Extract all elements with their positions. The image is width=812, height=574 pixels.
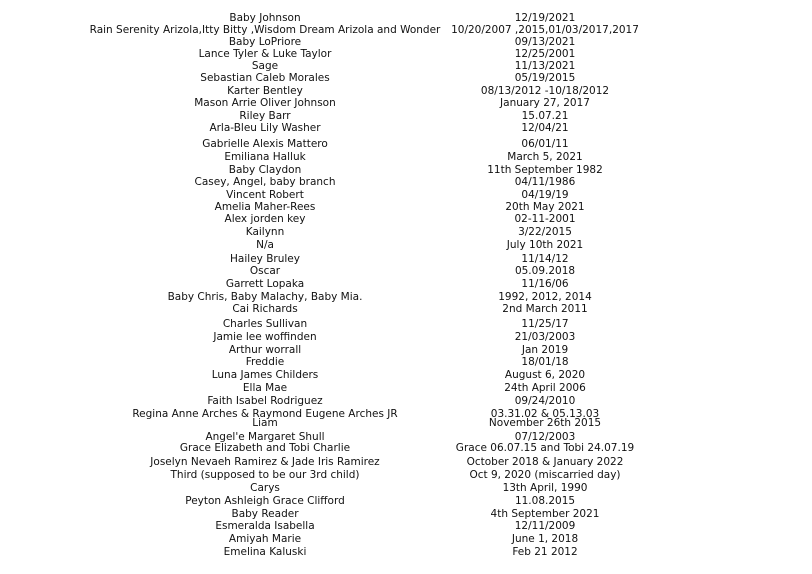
row-date: 4th September 2021 bbox=[490, 508, 600, 520]
row-name: Amelia Maher-Rees bbox=[214, 201, 316, 213]
row-name: Lance Tyler & Luke Taylor bbox=[198, 48, 332, 60]
row-name: N/a bbox=[256, 239, 274, 251]
list-row bbox=[0, 121, 812, 135]
row-date: 12/04/21 bbox=[521, 122, 569, 134]
list-row bbox=[0, 238, 812, 252]
row-name: Joselyn Nevaeh Ramirez & Jade Iris Ramirez bbox=[150, 456, 380, 468]
list-row bbox=[0, 330, 812, 344]
row-date: Oct 9, 2020 (miscarried day) bbox=[469, 469, 621, 481]
row-name: Cai Richards bbox=[232, 303, 298, 315]
list-row bbox=[0, 212, 812, 226]
row-date: 05.09.2018 bbox=[514, 265, 576, 277]
row-name: Amiyah Marie bbox=[228, 533, 302, 545]
row-date: 3/22/2015 bbox=[518, 226, 572, 238]
row-name: Regina Anne Arches & Raymond Eugene Arches JR bbox=[132, 408, 398, 420]
list-row bbox=[0, 264, 812, 278]
row-date: 2nd March 2011 bbox=[502, 303, 588, 315]
row-date: 12/25/2001 bbox=[514, 48, 576, 60]
list-row bbox=[0, 394, 812, 408]
row-date: Grace 06.07.15 and Tobi 24.07.19 bbox=[455, 442, 635, 454]
row-name: Emelina Kaluski bbox=[223, 546, 307, 558]
row-date: 08/13/2012 -10/18/2012 bbox=[480, 85, 610, 97]
list-row bbox=[0, 441, 812, 455]
row-name: Casey, Angel, baby branch bbox=[194, 176, 336, 188]
row-name: Faith Isabel Rodriguez bbox=[207, 395, 323, 407]
row-date: January 27, 2017 bbox=[500, 97, 590, 109]
row-date: 15.07.21 bbox=[521, 110, 569, 122]
list-row bbox=[0, 355, 812, 369]
row-name: Arla-Bleu Lily Washer bbox=[209, 122, 321, 134]
row-name: Baby Reader bbox=[231, 508, 299, 520]
row-name: Baby Claydon bbox=[228, 164, 302, 176]
row-name: Kailynn bbox=[245, 226, 285, 238]
row-date: 12/11/2009 bbox=[514, 520, 576, 532]
list-row bbox=[0, 225, 812, 239]
row-date: 20th May 2021 bbox=[505, 201, 585, 213]
row-date: Jan 2019 bbox=[521, 344, 569, 356]
list-row bbox=[0, 96, 812, 110]
row-name: Baby Johnson bbox=[229, 12, 301, 24]
row-name: Sage bbox=[251, 60, 279, 72]
row-name: Liam bbox=[252, 417, 278, 429]
row-date: 10/20/2007 ,2015,01/03/2017,2017 bbox=[451, 24, 639, 36]
row-date: 09/24/2010 bbox=[514, 395, 576, 407]
row-name: Hailey Bruley bbox=[230, 253, 300, 265]
row-date: August 6, 2020 bbox=[504, 369, 586, 381]
row-name: Rain Serenity Arizola,Itty Bitty ,Wisdom Dream Arizola and Wonder bbox=[89, 24, 441, 36]
row-date: 11/16/06 bbox=[521, 278, 569, 290]
row-date: 11/14/12 bbox=[521, 253, 569, 265]
row-name: Jamie lee woffinden bbox=[213, 331, 317, 343]
row-date: 02-11-2001 bbox=[514, 213, 576, 225]
list-row bbox=[0, 468, 812, 482]
row-date: March 5, 2021 bbox=[507, 151, 583, 163]
row-name: Esmeralda Isabella bbox=[215, 520, 315, 532]
list-row bbox=[0, 545, 812, 559]
row-name: Gabrielle Alexis Mattero bbox=[202, 138, 328, 150]
row-name: Garrett Lopaka bbox=[225, 278, 305, 290]
row-date: November 26th 2015 bbox=[488, 417, 602, 429]
row-name: Ella Mae bbox=[242, 382, 288, 394]
row-date: 03.31.02 & 05.13.03 bbox=[490, 408, 600, 420]
row-name: Mason Arrie Oliver Johnson bbox=[194, 97, 336, 109]
row-name: Charles Sullivan bbox=[222, 318, 308, 330]
list-row bbox=[0, 137, 812, 151]
row-date: 09/13/2021 bbox=[514, 36, 576, 48]
row-date: 04/11/1986 bbox=[514, 176, 576, 188]
row-name: Angel'e Margaret Shull bbox=[205, 431, 325, 443]
row-name: Arthur worrall bbox=[228, 344, 302, 356]
list-row bbox=[0, 381, 812, 395]
list-row bbox=[0, 302, 812, 316]
row-name: Emiliana Halluk bbox=[224, 151, 306, 163]
row-date: October 2018 & January 2022 bbox=[466, 456, 624, 468]
row-name: Third (supposed to be our 3rd child) bbox=[170, 469, 360, 481]
row-date: 18/01/18 bbox=[521, 356, 569, 368]
row-date: 04/19/19 bbox=[521, 189, 569, 201]
list-row bbox=[0, 277, 812, 291]
row-name: Grace Elizabeth and Tobi Charlie bbox=[179, 442, 351, 454]
row-name: Vincent Robert bbox=[226, 189, 304, 201]
row-name: Baby LoPriore bbox=[228, 36, 302, 48]
list-row bbox=[0, 455, 812, 469]
row-date: 07/12/2003 bbox=[514, 431, 576, 443]
row-date: 05/19/2015 bbox=[514, 72, 576, 84]
row-date: 11/13/2021 bbox=[514, 60, 576, 72]
row-date: 13th April, 1990 bbox=[502, 482, 588, 494]
list-row bbox=[0, 481, 812, 495]
row-date: 06/01/11 bbox=[521, 138, 569, 150]
row-date: 1992, 2012, 2014 bbox=[498, 291, 592, 303]
list-row bbox=[0, 368, 812, 382]
row-name: Alex jorden key bbox=[224, 213, 306, 225]
row-date: July 10th 2021 bbox=[506, 239, 584, 251]
list-row bbox=[0, 71, 812, 85]
row-name: Riley Barr bbox=[239, 110, 291, 122]
row-date: 12/19/2021 bbox=[514, 12, 576, 24]
row-name: Oscar bbox=[249, 265, 281, 277]
row-date: 11.08.2015 bbox=[514, 495, 576, 507]
row-date: Feb 21 2012 bbox=[512, 546, 578, 558]
row-name: Baby Chris, Baby Malachy, Baby Mia. bbox=[167, 291, 363, 303]
row-name: Carys bbox=[250, 482, 280, 494]
list-row bbox=[0, 519, 812, 533]
row-name: Freddie bbox=[245, 356, 285, 368]
list-row bbox=[0, 416, 812, 430]
list-row bbox=[0, 150, 812, 164]
row-name: Karter Bentley bbox=[227, 85, 303, 97]
row-date: 21/03/2003 bbox=[514, 331, 576, 343]
row-date: 24th April 2006 bbox=[504, 382, 586, 394]
row-date: June 1, 2018 bbox=[511, 533, 579, 545]
row-date: 11th September 1982 bbox=[487, 164, 603, 176]
row-name: Sebastian Caleb Morales bbox=[200, 72, 330, 84]
list-row bbox=[0, 532, 812, 546]
list-row bbox=[0, 494, 812, 508]
row-name: Peyton Ashleigh Grace Clifford bbox=[185, 495, 345, 507]
list-row bbox=[0, 317, 812, 331]
row-date: 11/25/17 bbox=[521, 318, 569, 330]
list-row bbox=[0, 175, 812, 189]
row-name: Luna James Childers bbox=[211, 369, 319, 381]
